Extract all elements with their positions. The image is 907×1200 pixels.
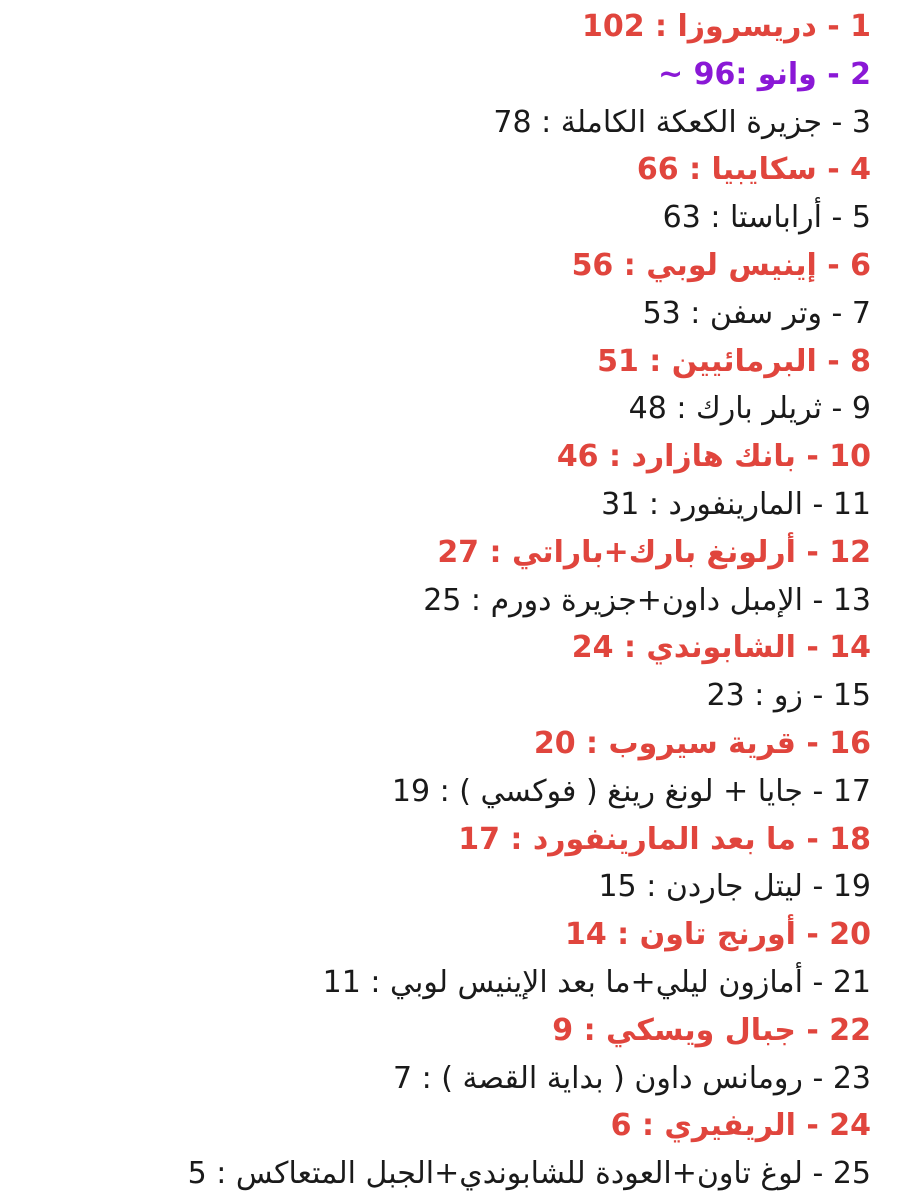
list-item: 6 - إينيس لوبي : 56 <box>571 247 871 283</box>
list-item: 19 - ليتل جاردن : 15 <box>598 869 871 905</box>
list-item: 24 - الريفيري : 6 <box>610 1108 871 1144</box>
list-item: 15 - زو : 23 <box>706 678 871 714</box>
list-item: 18 - ما بعد المارينفورد : 17 <box>458 821 871 857</box>
list-item: 12 - أرلونغ بارك+باراتي : 27 <box>437 534 871 570</box>
list-item: 11 - المارينفورد : 31 <box>601 486 871 522</box>
list-item: 23 - رومانس داون ( بداية القصة ) : 7 <box>392 1060 871 1096</box>
list-item: 25 - لوغ تاون+العودة للشابوندي+الجبل المتعاكس : 5 <box>187 1156 871 1192</box>
list-item: 5 - أراباستا : 63 <box>662 200 871 236</box>
list-item: 22 - جبال ويسكي : 9 <box>552 1012 871 1048</box>
list-item: 20 - أورنج تاون : 14 <box>564 917 871 953</box>
list-item: 7 - وتر سفن : 53 <box>642 295 871 331</box>
list-item: 13 - الإمبل داون+جزيرة دورم : 25 <box>423 582 871 618</box>
list-item: 9 - ثريلر بارك : 48 <box>628 391 871 427</box>
list-item: 16 - قرية سيروب : 20 <box>533 725 871 761</box>
ranking-list <box>11 3 871 1198</box>
list-item: 4 - سكايبيا : 66 <box>636 152 871 188</box>
list-item: 1 - دريسروزا : 102 <box>581 9 871 44</box>
list-item: 8 - البرمائيين : 51 <box>597 343 871 379</box>
list-item: 17 - جايا + لونغ رينغ ( فوكسي ) : 19 <box>391 773 871 809</box>
list-item: 21 - أمازون ليلي+ما بعد الإينيس لوبي : 11 <box>322 964 871 1000</box>
list-item: 3 - جزيرة الكعكة الكاملة : 78 <box>493 104 871 140</box>
list-item: 10 - بانك هازارد : 46 <box>556 439 871 475</box>
list-item: 14 - الشابوندي : 24 <box>571 630 871 666</box>
list-item: 2 - وانو :96 ~ <box>657 56 871 92</box>
